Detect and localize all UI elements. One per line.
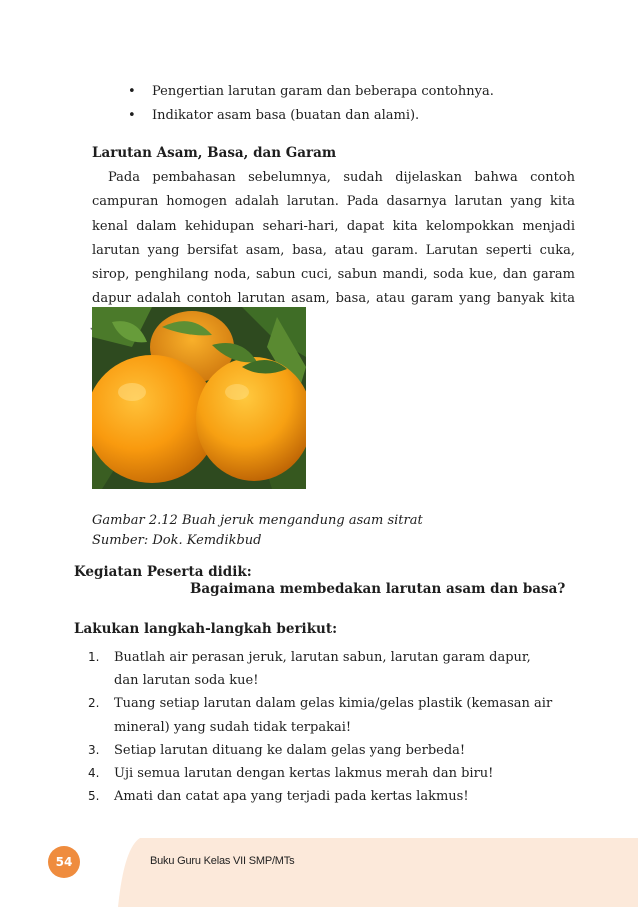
step-text: Amati dan catat apa yang terjadi pada kertas lakmus!: [114, 789, 469, 805]
activity-question: Bagaimana membedakan larutan asam dan basa?: [190, 581, 566, 597]
step-item: [88, 646, 558, 692]
step-number: 2.: [88, 696, 100, 711]
figure-source: Sumber: Dok. Kemdikbud: [92, 533, 262, 548]
bullet-text: Pengertian larutan garam dan beberapa contohnya.: [152, 84, 494, 99]
step-item: [88, 785, 558, 808]
bullet-text: Indikator asam basa (buatan dan alami).: [152, 108, 420, 123]
step-number: 1.: [88, 650, 100, 664]
step-item: [88, 739, 558, 762]
step-number: 3.: [88, 742, 100, 757]
bullet-item: [128, 104, 568, 128]
book-title: Buku Guru Kelas VII SMP/MTs: [150, 855, 295, 867]
step-item: [88, 762, 558, 785]
steps-list: [88, 646, 558, 808]
body-paragraph: Pada pembahasan sebelumnya, sudah dijelaskan bahwa contoh campuran homogen adalah larutan. Pada dasarnya larutan yang kita kenal dalam kehidupan sehari-hari, dapat kita kelompokkan menjadi larutan yang bersifat asam, basa, atau garam. Larutan seperti cuka, sirop, penghilang noda, sabun cuci, sabun mandi, soda kue, dan garam dapur adalah contoh larutan asam, basa, atau garam yang banyak kita: [92, 170, 575, 307]
step-text: Setiap larutan dituang ke dalam gelas yang berbeda!: [114, 742, 466, 758]
step-text: Buatlah air perasan jeruk, larutan sabun, larutan garam dapur, dan larutan soda kue!: [114, 650, 531, 689]
bullet-item: [128, 80, 568, 104]
step-text: Uji semua larutan dengan kertas lakmus merah dan biru!: [114, 766, 494, 782]
figure-caption-block: [92, 511, 423, 551]
bullet-symbol: •: [128, 108, 136, 123]
page-number-badge: 54: [48, 846, 80, 878]
step-number: 4.: [88, 766, 100, 781]
section-title: Larutan Asam, Basa, dan Garam: [92, 145, 337, 161]
steps-title: Lakukan langkah-langkah berikut:: [74, 621, 338, 637]
step-text: Tuang setiap larutan dalam gelas kimia/gelas plastik (kemasan air mineral) yang sudah tidak terpakai!: [114, 696, 553, 735]
figure-caption: Gambar 2.12 Buah jeruk mengandung asam sitrat: [92, 513, 423, 528]
activity-title: Kegiatan Peserta didik:: [74, 564, 252, 580]
footer-band: [0, 838, 638, 907]
step-number: 5.: [88, 789, 100, 804]
step-item: [88, 692, 558, 738]
topic-bullet-list: [128, 80, 568, 128]
bullet-symbol: •: [128, 84, 136, 99]
orange-fruit-photo: [92, 307, 306, 489]
